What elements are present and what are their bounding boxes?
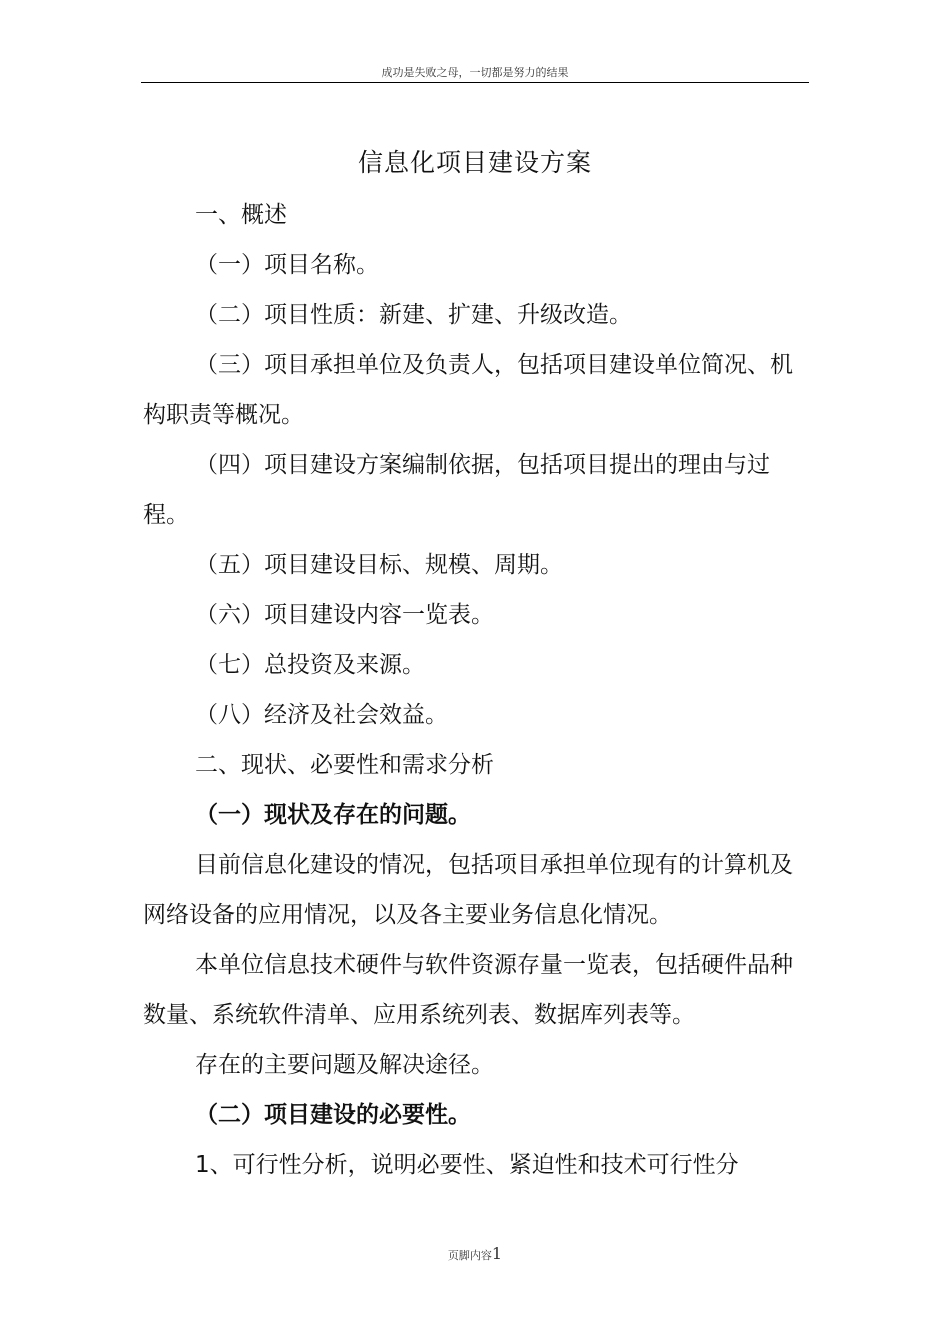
header-divider xyxy=(141,82,809,83)
paragraph-feasibility: 1、可行性分析，说明必要性、紧迫性和技术可行性分 xyxy=(195,1152,739,1178)
heading-status-analysis: 二、现状、必要性和需求分析 xyxy=(195,752,494,778)
document-body xyxy=(143,190,811,1190)
heading-overview: 一、概述 xyxy=(195,202,287,228)
document-title: 信息化项目建设方案 xyxy=(357,148,592,177)
item-investment: （七）总投资及来源。 xyxy=(195,652,425,678)
subheading-necessity: （二）项目建设的必要性。 xyxy=(195,1102,471,1128)
paragraph-resource-inventory: 本单位信息技术硬件与软件资源存量一览表，包括硬件品种数量、系统软件清单、应用系统列表、数据库列表等。 xyxy=(143,952,793,1028)
page-footer xyxy=(141,1244,809,1263)
item-benefits: （八）经济及社会效益。 xyxy=(195,702,448,728)
paragraph-main-problems: 存在的主要问题及解决途径。 xyxy=(195,1052,494,1078)
item-goals: （五）项目建设目标、规模、周期。 xyxy=(195,552,563,578)
item-project-name: （一）项目名称。 xyxy=(195,252,379,278)
item-responsible-unit: （三）项目承担单位及负责人，包括项目建设单位简况、机构职责等概况。 xyxy=(143,352,793,428)
item-basis: （四）项目建设方案编制依据，包括项目提出的理由与过程。 xyxy=(143,452,770,528)
paragraph-current-status: 目前信息化建设的情况，包括项目承担单位现有的计算机及网络设备的应用情况，以及各主要业务信息化情况。 xyxy=(143,852,793,928)
footer-label: 页脚内容 xyxy=(447,1249,492,1262)
page-header: 成功是失败之母，一切都是努力的结果 xyxy=(381,66,569,79)
page-number: 1 xyxy=(491,1244,503,1263)
item-content-list: （六）项目建设内容一览表。 xyxy=(195,602,494,628)
item-project-nature: （二）项目性质：新建、扩建、升级改造。 xyxy=(195,302,632,328)
subheading-status-problems: （一）现状及存在的问题。 xyxy=(195,802,471,828)
